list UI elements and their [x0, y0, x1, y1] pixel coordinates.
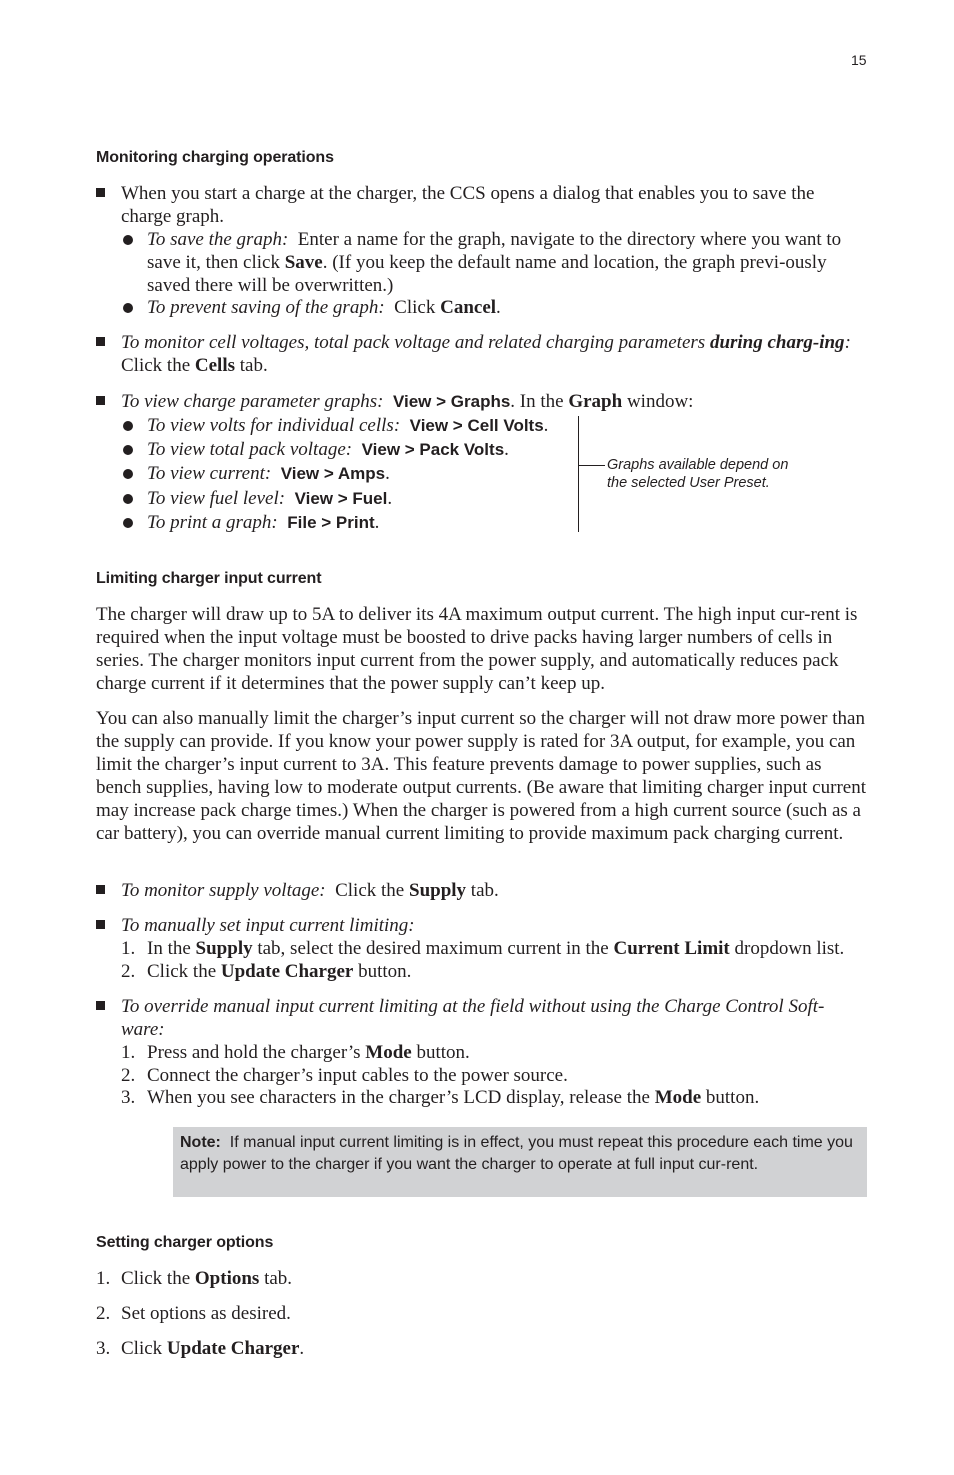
callout-note: [607, 456, 837, 492]
save-label: Save: [284, 252, 323, 273]
current-limit-label: Current Limit: [613, 938, 730, 959]
numbered-step: [121, 937, 881, 960]
menu-command: View > Amps: [280, 464, 386, 483]
step-text: tab.: [259, 1268, 293, 1289]
numbered-step: [121, 1086, 861, 1109]
sub-item-lead: To view current:: [147, 463, 272, 484]
step-text: Press and hold the charger’s: [147, 1042, 366, 1063]
sub-item-lead: To view total pack voltage:: [147, 439, 353, 460]
note-box: [173, 1127, 867, 1197]
item-lead-bold: during charg-ing: [709, 332, 845, 353]
sub-item-lead: To view volts for individual cells:: [147, 415, 401, 436]
item-text: Click the: [335, 880, 409, 901]
item-lead: To view charge parameter graphs:: [121, 391, 384, 412]
graph-sub-item: To view volts for individual cells: View > Cell Volts.: [121, 414, 861, 437]
step-number: 1.: [121, 938, 136, 959]
item-lead: To manually set input current limiting:: [121, 915, 415, 936]
round-bullet-icon: [123, 445, 133, 455]
item-text: When you start a charge at the charger, the CCS opens a dialog that enables you to save the charge graph.: [121, 183, 815, 227]
numbered-step: [121, 1041, 861, 1064]
paragraph: You can also manually limit the charger’s input current so the charger will not draw more power than the supply can provide. If you know your power supply is rated for 3A output, for example, you can limit the charger’s input current to 3A. This feature prevents damage to power supplies, such as bench supplies, having low to moderate output currents. (Be aware that limiting charger input current may increase pack charge times.) When the charger is powered from a high current source (such as a car battery), you can override manual current limiting to provide maximum pack charging current.: [96, 708, 866, 844]
graph-sub-item: To view total pack voltage: View > Pack Volts.: [121, 438, 861, 461]
menu-command: View > Pack Volts: [361, 440, 505, 459]
mode-label: Mode: [654, 1087, 702, 1108]
square-bullet-icon: [96, 920, 105, 929]
sub-item-text: . (If you keep the default name and location, the graph previ-ously saved there will be overwritten.): [147, 252, 827, 296]
step-text: tab, select the desired maximum current in the: [252, 938, 614, 959]
numbered-step: [96, 1302, 866, 1325]
item-lead: To monitor cell voltages, total pack voltage and related charging parameters: [121, 332, 710, 353]
cancel-label: Cancel: [440, 297, 497, 318]
page-number: 15: [851, 52, 867, 68]
menu-command: View > Cell Volts: [409, 416, 544, 435]
step-text: button.: [411, 1042, 470, 1063]
round-bullet-icon: [123, 469, 133, 479]
square-bullet-icon: [96, 337, 105, 346]
sub-item-prevent: [121, 296, 861, 319]
square-bullet-icon: [96, 885, 105, 894]
graph-sub-item: To print a graph: File > Print.: [121, 511, 861, 534]
round-bullet-icon: [123, 421, 133, 431]
supply-label: Supply: [409, 880, 467, 901]
sub-item-lead: To view fuel level:: [147, 488, 286, 509]
step-number: 3.: [121, 1087, 136, 1108]
callout-line: the selected User Preset.: [607, 475, 770, 491]
note-label: Note:: [180, 1134, 221, 1151]
step-text: Click the: [121, 1268, 195, 1289]
callout-line: Graphs available depend on: [607, 457, 789, 473]
square-bullet-icon: [96, 188, 105, 197]
step-text: button.: [701, 1087, 760, 1108]
round-bullet-icon: [123, 303, 133, 313]
cells-label: Cells: [194, 355, 235, 376]
graph-label: Graph: [568, 391, 623, 412]
sub-item-lead: To save the graph:: [147, 229, 289, 250]
numbered-step: [121, 1064, 861, 1087]
options-label: Options: [194, 1268, 260, 1289]
step-text: Click: [121, 1338, 167, 1359]
item-text: tab.: [235, 355, 268, 376]
section-heading-options: Setting charger options: [96, 1234, 274, 1251]
item-text: Click the: [121, 355, 195, 376]
numbered-step: [96, 1267, 866, 1290]
list-item-manual-limit: [96, 914, 866, 937]
list-item-supply-voltage: [96, 879, 866, 902]
round-bullet-icon: [123, 235, 133, 245]
callout-bracket: [578, 416, 579, 532]
item-text: . In the: [510, 391, 569, 412]
list-item-override: [96, 995, 866, 1041]
list-item-monitor-cells: [96, 331, 866, 377]
square-bullet-icon: [96, 396, 105, 405]
sub-item-lead: To print a graph:: [147, 512, 278, 533]
item-text: tab.: [466, 880, 499, 901]
item-text: window:: [622, 391, 694, 412]
numbered-step: [96, 1337, 866, 1360]
step-number: 1.: [121, 1042, 136, 1063]
step-text: .: [299, 1338, 305, 1359]
step-number: 2.: [121, 1065, 136, 1086]
menu-command: View > Fuel: [294, 489, 388, 508]
note-text: If manual input current limiting is in effect, you must repeat this procedure each time you apply power to the charger if you want the charger to operate at full input cur-rent.: [180, 1134, 853, 1173]
numbered-step: [121, 960, 861, 983]
step-text: button.: [353, 961, 412, 982]
step-number: 2.: [96, 1303, 111, 1324]
list-item-save-graph: [96, 182, 866, 228]
update-charger-label: Update Charger: [220, 961, 354, 982]
supply-label: Supply: [195, 938, 253, 959]
step-text: Connect the charger’s input cables to the power source.: [147, 1065, 568, 1086]
step-number: 2.: [121, 961, 136, 982]
sub-item-text: .: [496, 297, 501, 318]
step-text: When you see characters in the charger’s LCD display, release the: [147, 1087, 655, 1108]
section-heading-monitoring: Monitoring charging operations: [96, 149, 334, 166]
sub-item-lead: To prevent saving of the graph:: [147, 297, 385, 318]
item-lead: To monitor supply voltage:: [121, 880, 326, 901]
step-text: In the: [147, 938, 196, 959]
step-number: 3.: [96, 1338, 111, 1359]
round-bullet-icon: [123, 518, 133, 528]
sub-item-text: Enter a name for the graph, navigate to the directory where you want to save it, then click: [147, 229, 842, 273]
callout-leader: [579, 465, 605, 466]
list-item-view-graphs: [96, 390, 866, 413]
step-number: 1.: [96, 1268, 111, 1289]
menu-command: File > Print: [287, 513, 375, 532]
round-bullet-icon: [123, 494, 133, 504]
sub-item-save: [121, 228, 861, 297]
step-text: Set options as desired.: [121, 1303, 291, 1324]
step-text: Click the: [147, 961, 221, 982]
mode-label: Mode: [365, 1042, 412, 1063]
menu-command: View > Graphs: [392, 392, 511, 411]
square-bullet-icon: [96, 1001, 105, 1010]
paragraph: The charger will draw up to 5A to deliver its 4A maximum output current. The high input cur-rent is required when the input voltage must be boosted to drive packs having larger numbers of cells in series. The charger monitors input current from the power supply, and automatically reduces pack charge current if it determines that the power supply can’t keep up.: [96, 604, 858, 694]
item-lead: To override manual input current limiting at the field without using the Charge Control Soft-ware:: [121, 996, 825, 1040]
sub-item-text: Click: [394, 297, 441, 318]
update-charger-label: Update Charger: [166, 1338, 300, 1359]
step-text: dropdown list.: [729, 938, 845, 959]
graph-sub-item: To view current: View > Amps.: [121, 462, 861, 485]
item-colon: :: [844, 332, 851, 353]
graph-sub-item: To view fuel level: View > Fuel.: [121, 487, 861, 510]
section-heading-limiting: Limiting charger input current: [96, 570, 322, 587]
